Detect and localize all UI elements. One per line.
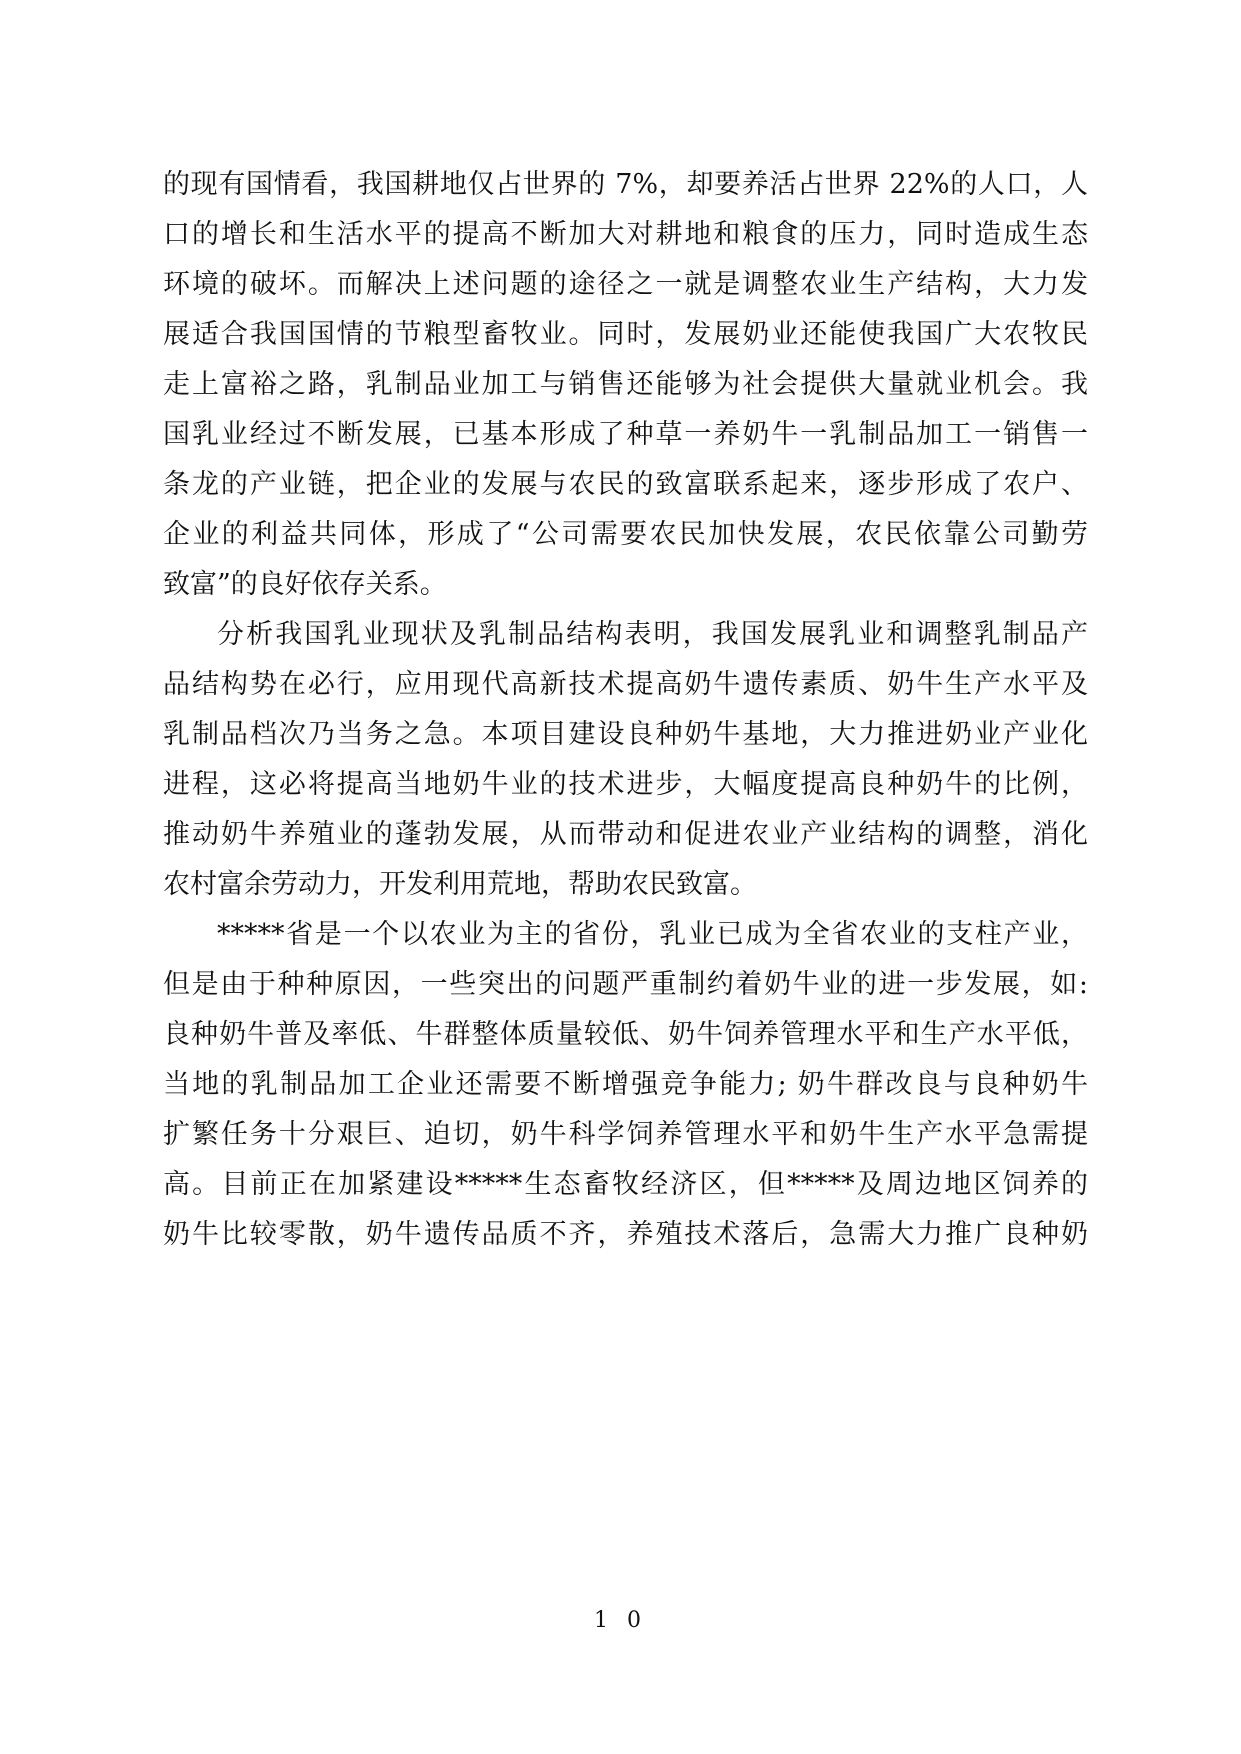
text-line: 高。目前正在加紧建设*****生态畜牧经济区，但*****及周边地区饲养的	[163, 1169, 1088, 1200]
paragraph-2	[163, 610, 1088, 910]
paragraph-3	[163, 910, 1088, 1260]
paragraph-1	[163, 160, 1088, 610]
text-line: 企业的利益共同体，形成了“公司需要农民加快发展，农民依靠公司勤劳	[163, 519, 1088, 550]
text-line: 当地的乳制品加工企业还需要不断增强竞争能力; 奶牛群改良与良种奶牛	[163, 1069, 1088, 1100]
text-line: 口的增长和生活水平的提高不断加大对耕地和粮食的压力，同时造成生态	[163, 219, 1088, 250]
body-text	[163, 160, 1088, 1260]
text-line: 乳制品档次乃当务之急。本项目建设良种奶牛基地，大力推进奶业产业化	[163, 719, 1088, 750]
text-line: 走上富裕之路，乳制品业加工与销售还能够为社会提供大量就业机会。我	[163, 369, 1088, 400]
text-line: 的现有国情看，我国耕地仅占世界的 7%，却要养活占世界 22%的人口，人	[163, 169, 1088, 200]
text-line: 良种奶牛普及率低、牛群整体质量较低、奶牛饲养管理水平和生产水平低，	[163, 1019, 1088, 1050]
text-line: 条龙的产业链，把企业的发展与农民的致富联系起来，逐步形成了农户、	[163, 469, 1088, 500]
page-number: 1 0	[594, 1608, 647, 1633]
text-line: 扩繁任务十分艰巨、迫切，奶牛科学饲养管理水平和奶牛生产水平急需提	[163, 1119, 1088, 1150]
text-line: 品结构势在必行，应用现代高新技术提高奶牛遗传素质、奶牛生产水平及	[163, 669, 1088, 700]
text-line: 但是由于种种原因，一些突出的问题严重制约着奶牛业的进一步发展，如:	[163, 969, 1088, 1000]
text-line: 分析我国乳业现状及乳制品结构表明，我国发展乳业和调整乳制品产	[217, 619, 1088, 650]
text-line: 致富”的良好依存关系。	[163, 569, 447, 600]
text-line: 推动奶牛养殖业的蓬勃发展，从而带动和促进农业产业结构的调整，消化	[163, 819, 1088, 850]
text-line: 进程，这必将提高当地奶牛业的技术进步，大幅度提高良种奶牛的比例，	[163, 769, 1088, 800]
text-line: *****省是一个以农业为主的省份，乳业已成为全省农业的支柱产业，	[217, 919, 1088, 950]
text-line: 环境的破坏。而解决上述问题的途径之一就是调整农业生产结构，大力发	[163, 269, 1088, 300]
text-line: 展适合我国国情的节粮型畜牧业。同时，发展奶业还能使我国广大农牧民	[163, 319, 1088, 350]
text-line: 奶牛比较零散，奶牛遗传品质不齐，养殖技术落后，急需大力推广良种奶	[163, 1219, 1088, 1250]
text-line: 农村富余劳动力，开发利用荒地，帮助农民致富。	[163, 869, 757, 900]
text-line: 国乳业经过不断发展，已基本形成了种草一养奶牛一乳制品加工一销售一	[163, 419, 1088, 450]
